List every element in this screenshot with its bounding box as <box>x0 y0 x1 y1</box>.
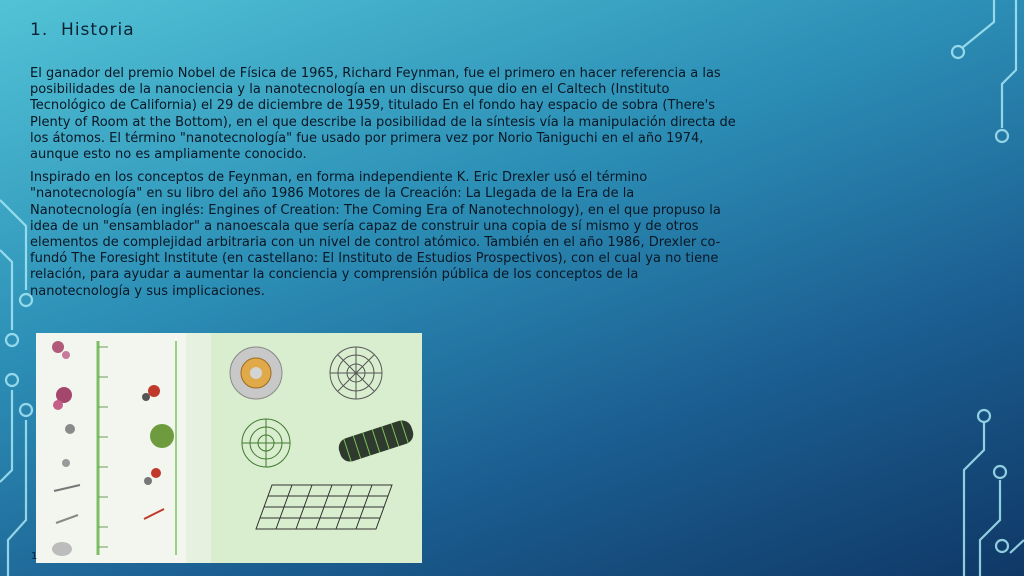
circuit-node <box>952 46 964 58</box>
nanotech-illustration <box>36 333 422 563</box>
sphere-lattice-icon <box>242 419 290 467</box>
circuit-node <box>20 404 32 416</box>
title-text: Historia <box>61 20 135 40</box>
paragraph-feynman: El ganador del premio Nobel de Física de 1965, Richard Feynman, fue el primero en hacer referencia a las posibilidades de la nanociencia y la nanotecnología en un discurso que dio en el Caltech (Instituto Tecnológico de California) el 29 de diciembre de 1959, titulado En el fondo hay espacio de sobra (There's Plenty of Room at the Bottom), en el que describe la posibilidad de la síntesis vía la manipulación directa de los átomos. El término "nanotecnología" fue usado por primera vez por Norio Taniguchi en el año 1974, aunque esto no es ampliamente conocido. <box>30 66 736 163</box>
slide-body <box>30 66 736 307</box>
circuit-line-left-low <box>0 390 12 482</box>
page-number: 1 <box>31 551 38 562</box>
circuit-line-right-top2 <box>1002 0 1016 128</box>
circuit-line-left-top <box>0 250 12 330</box>
circuit-line-left-bottom <box>8 420 26 576</box>
circuit-node <box>994 466 1006 478</box>
circuit-node <box>6 334 18 346</box>
paragraph-drexler: Inspirado en los conceptos de Feynman, en forma independiente K. Eric Drexler usó el término "nanotecnología" en su libro del año 1986 Motores de la Creación: La Llegada de la Era de la Nanotecnología (en inglés: Engines of Creation: The Coming Era of Nanotechnology), en el que propuso la idea de un "ensamblador" a nanoescala que sería capaz de construir una copia de sí mismo y de otros elementos de complejidad arbitraria con un nivel de control atómico. También en el año 1986, Drexler co-fundó The Foresight Institute (en castellano: El Instituto de Estudios Prospectivos), con el cual ya no tiene relación, para ayudar a aumentar la conciencia y comprensión pública de los conceptos de la nanotecnología y sus implicaciones. <box>30 170 721 299</box>
circuit-node <box>996 130 1008 142</box>
fullerene-icon <box>230 347 282 399</box>
circuit-node <box>6 374 18 386</box>
circuit-line-right-bottom3 <box>1010 540 1024 553</box>
title-number: 1. <box>30 20 49 40</box>
circuit-line-right-top <box>962 0 994 48</box>
circuit-line-right-bottom2 <box>980 480 1000 576</box>
fullerene-cage-icon <box>330 347 382 399</box>
circuit-node <box>996 540 1008 552</box>
slide-title <box>30 20 135 40</box>
circuit-node <box>978 410 990 422</box>
